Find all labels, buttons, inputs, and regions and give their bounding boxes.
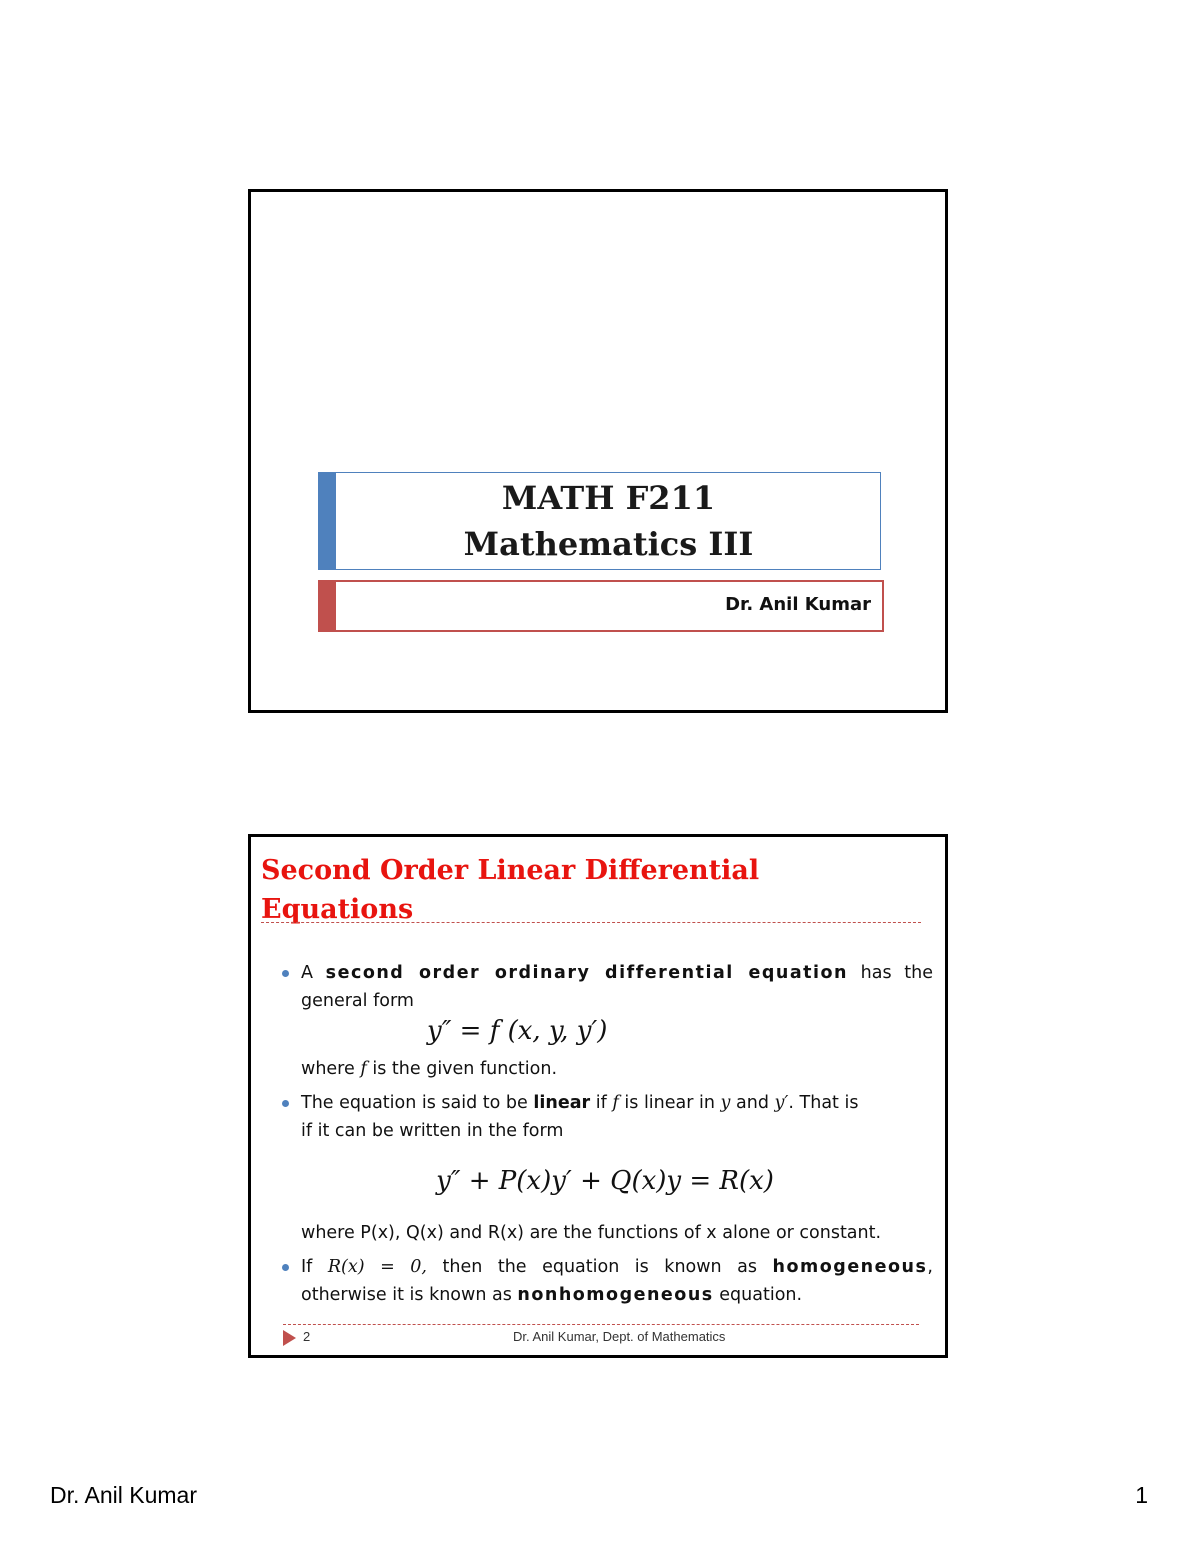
bullet-item: The equation is said to be linear if f is linear in y and y′. That is — [277, 1089, 933, 1117]
slide-footer: Dr. Anil Kumar, Dept. of Mathematics — [513, 1329, 726, 1344]
bullet-continuation: where P(x), Q(x) and R(x) are the functions of x alone or constant. — [301, 1223, 882, 1243]
bullet-continuation: where f is the given function. — [301, 1059, 558, 1079]
page-number: 1 — [1135, 1482, 1148, 1508]
subtitle-accent-bar — [318, 580, 336, 632]
heading-divider — [261, 922, 921, 923]
triangle-icon — [283, 1330, 296, 1346]
slide-heading — [261, 851, 921, 929]
course-code: MATH F211 — [501, 479, 716, 517]
slide-number: 2 — [303, 1329, 311, 1344]
bullet-list — [277, 959, 933, 1309]
title-accent-bar — [318, 472, 336, 570]
bullet-item: If R(x) = 0, then the equation is known as homogeneous, — [277, 1253, 933, 1281]
page-footer-author: Dr. Anil Kumar — [50, 1482, 197, 1508]
heading-line-1: Second Order Linear Differential — [261, 855, 760, 886]
bullet-continuation: general form — [301, 991, 414, 1011]
equation-general-form: y″ = f (x, y, y′) — [427, 1016, 608, 1046]
content-slide — [248, 834, 948, 1358]
slide-title — [336, 472, 881, 570]
footer-divider — [283, 1324, 919, 1325]
bullet-continuation: otherwise it is known as nonhomogeneous equation. — [301, 1285, 803, 1305]
title-slide — [248, 189, 948, 713]
author-name: Dr. Anil Kumar — [725, 594, 871, 615]
course-name: Mathematics III — [463, 525, 754, 563]
heading-line-2: Equations — [261, 894, 414, 925]
bullet-continuation: if it can be written in the form — [301, 1121, 564, 1141]
equation-linear-form: y″ + P(x)y′ + Q(x)y = R(x) — [436, 1166, 774, 1196]
bullet-item: A second order ordinary differential equation has the — [277, 959, 933, 987]
